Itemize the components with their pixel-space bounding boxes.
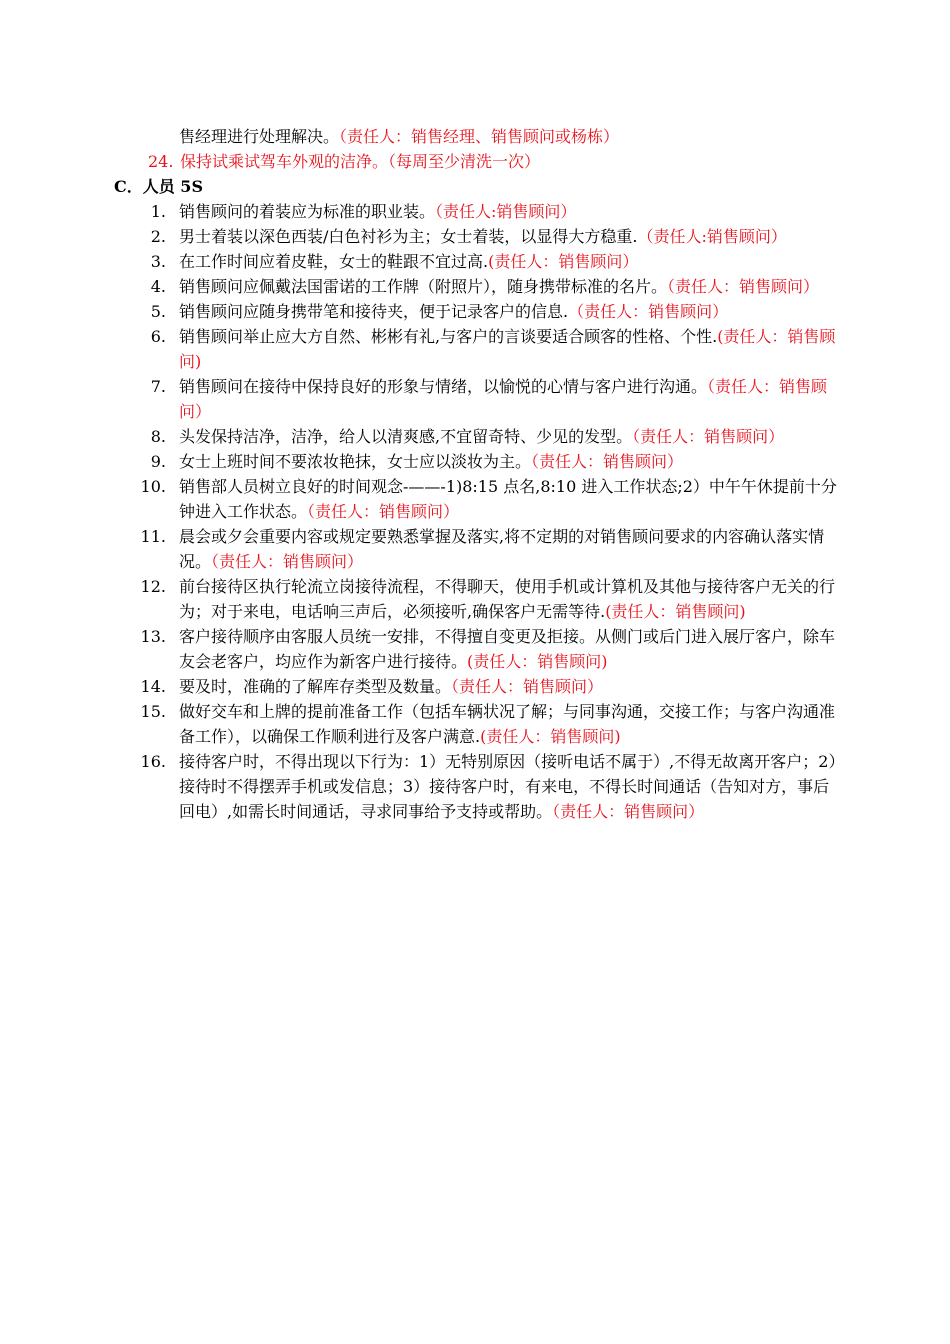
item-text: 头发保持洁净，洁净，给人以清爽感,不宜留奇特、少见的发型。	[179, 427, 633, 446]
list-item-8	[0, 424, 839, 449]
item-text: 销售顾问应随身携带笔和接待夹，便于记录客户的信息.	[179, 302, 569, 321]
item-text: 销售顾问的着装应为标准的职业装。	[179, 202, 436, 221]
list-item-3	[0, 249, 839, 274]
responsible-note: （责任人：销售顾问）	[531, 452, 684, 471]
item-number: 8.	[150, 427, 166, 446]
item-number: 6.	[150, 327, 166, 346]
item-number: 15.	[140, 702, 166, 721]
item-number: 13.	[140, 627, 166, 646]
personnel-5s-list	[0, 199, 950, 824]
responsible-note: (责任人：销售顾问）	[488, 252, 639, 271]
section-heading: C．人员 5S	[114, 177, 203, 196]
item-number: 10.	[140, 477, 166, 496]
item-text: 接待客户时，不得出现以下行为：1）无特别原因（接听电话不属于）,不得无故离开客户；2）接待时不得摆弄手机或发信息；3）接待客户时，有来电，不得长时间通话（告知对方，事后回电）,如需长时间通话，寻求同事给予支持或帮助。	[179, 752, 837, 821]
responsible-note: （责任人：销售顾问）	[179, 377, 828, 421]
item-text: 要及时，准确的了解库存类型及数量。	[179, 677, 452, 696]
item-number: 12.	[140, 577, 166, 596]
list-item-12	[0, 574, 839, 624]
list-item-16	[0, 749, 839, 824]
responsible-note: (责任人：销售顾问)	[179, 327, 836, 371]
list-item-15	[0, 699, 839, 749]
item-number: 16.	[140, 752, 166, 771]
item-text: 做好交车和上牌的提前准备工作（包括车辆状况了解；与同事沟通，交接工作；与客户沟通准备工作），以确保工作顺利进行及客户满意.	[179, 702, 836, 746]
item-number: 24.	[148, 152, 174, 171]
responsible-note: (责任人：销售顾问)	[605, 602, 746, 621]
item-text: 晨会或夕会重要内容或规定要熟悉掌握及落实,将不定期的对销售顾问要求的内容确认落实情况。	[179, 527, 825, 571]
item-text: 销售顾问在接待中保持良好的形象与情绪，以愉悦的心情与客户进行沟通。	[179, 377, 708, 396]
item-number: 14.	[140, 677, 166, 696]
list-item-10	[0, 474, 839, 524]
list-item-5	[0, 299, 839, 324]
list-item-9	[0, 449, 839, 474]
responsible-note: （责任人：销售顾问）	[307, 502, 460, 521]
responsible-note: （责任人：销售顾问）	[667, 277, 820, 296]
item-text: 客户接待顺序由客服人员统一安排，不得擅自变更及拒接。从侧门或后门进入展厅客户，除车友会老客户，均应作为新客户进行接待。	[179, 627, 836, 671]
responsible-note: （责任人:销售顾问）	[637, 227, 787, 246]
item-text: 售经理进行处理解决。	[179, 127, 340, 146]
responsible-note: (责任人：销售顾问)	[467, 652, 608, 671]
item-text: 销售顾问应佩戴法国雷诺的工作牌（附照片），随身携带标准的名片。	[179, 277, 668, 296]
list-item-11	[0, 524, 839, 574]
responsible-note: （责任人:销售顾问）	[435, 202, 577, 221]
item-number: 1.	[150, 202, 166, 221]
responsible-note: （责任人：销售顾问）	[211, 552, 364, 571]
item-text: 销售顾问举止应大方自然、彬彬有礼,与客户的言谈要适合顾客的性格、个性.	[179, 327, 718, 346]
list-item-1	[0, 199, 839, 224]
item-number: 9.	[150, 452, 166, 471]
item-23-continuation	[179, 124, 619, 149]
item-number: 2.	[150, 227, 166, 246]
item-number: 11.	[140, 527, 166, 546]
responsible-note: （责任人：销售顾问）	[568, 302, 729, 321]
item-number: 4.	[150, 277, 166, 296]
list-item-6	[0, 324, 839, 374]
responsible-note: （责任人：销售经理、销售顾问或杨栋）	[339, 127, 620, 146]
item-text: 男士着装以深色西装/白色衬衫为主；女士着装，以显得大方稳重.	[179, 227, 638, 246]
item-text: 女士上班时间不要浓妆艳抹，女士应以淡妆为主。	[179, 452, 532, 471]
responsible-note: （责任人：销售顾问）	[451, 677, 604, 696]
list-item-2	[0, 224, 839, 249]
list-item-4	[0, 274, 839, 299]
list-item-7	[0, 374, 839, 424]
item-number: 7.	[150, 377, 166, 396]
item-text: 在工作时间应着皮鞋，女士的鞋跟不宜过高.	[179, 252, 489, 271]
list-item-13	[0, 624, 839, 674]
item-number: 5.	[150, 302, 166, 321]
item-text: 保持试乘试驾车外观的洁净。（每周至少清洗一次）	[180, 152, 541, 171]
responsible-note: （责任人：销售顾问）	[552, 802, 705, 821]
responsible-note: （责任人：销售顾问）	[632, 427, 785, 446]
item-number: 3.	[150, 252, 166, 271]
list-item-14	[0, 674, 839, 699]
responsible-note: (责任人：销售顾问)	[480, 727, 621, 746]
item-text: 销售部人员树立良好的时间观念-——-1)8:15 点名,8:10 进入工作状态;2）中午午休提前十分钟进入工作状态。	[179, 477, 837, 521]
item-24	[148, 149, 540, 174]
item-text: 前台接待区执行轮流立岗接待流程，不得聊天，使用手机或计算机及其他与接待客户无关的行为；对于来电，电话响三声后，必须接听,确保客户无需等待.	[179, 577, 836, 621]
